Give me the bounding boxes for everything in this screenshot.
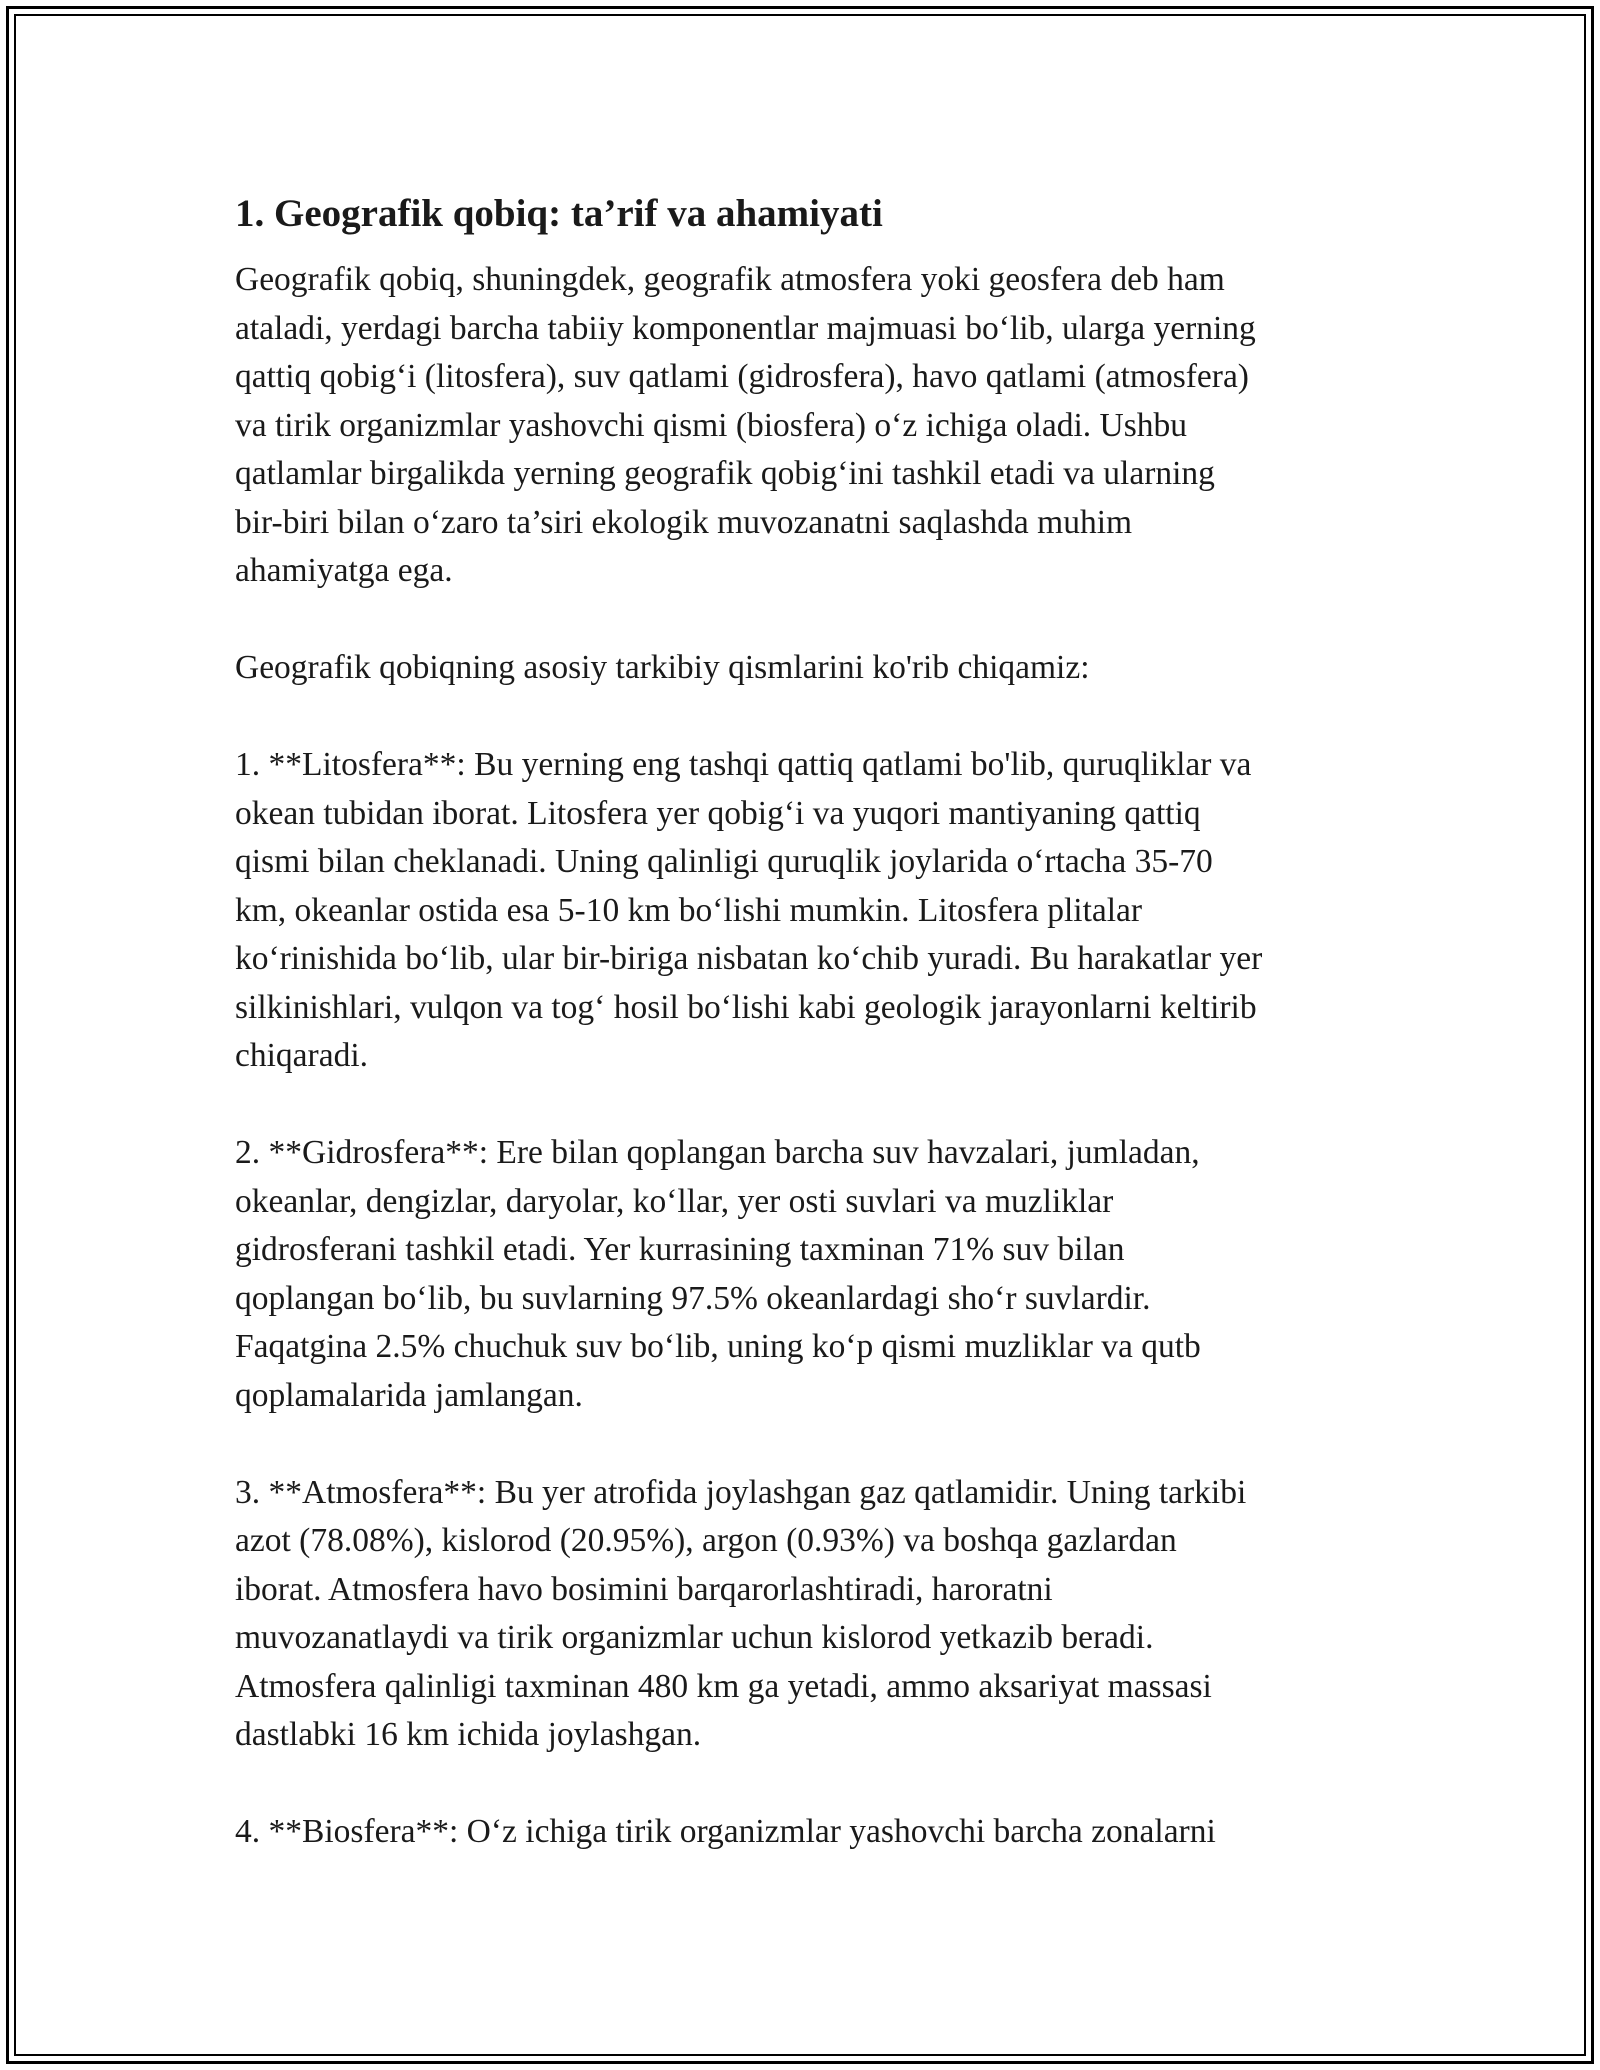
paragraph-atmosphere: 3. **Atmosfera**: Bu yer atrofida joylashgan gaz qatlamidir. Uning tarkibi azot (78.08%), kislorod (20.95%), argon (0.93%) va boshqa gazlardan iborat. Atmosfera havo bosimini barqarorlashtiradi, haroratni muvozanatlaydi va tirik organizmlar uchun kislorod yetkazib beradi. Atmosfera qalinligi taxminan 480 km ga yetadi, ammo aksariyat massasi dastlabki 16 km ichida joylashgan. — [235, 1473, 1247, 1753]
paragraph-hydrosphere: 2. **Gidrosfera**: Ere bilan qoplangan barcha suv havzalari, jumladan, okeanlar, dengizlar, daryolar, ko‘llar, yer osti suvlari va muzliklar gidrosferani tashkil etadi. Yer kurrasining taxminan 71% suv bilan qoplangan bo‘lib, bu suvlarning 97.5% okeanlardagi sho‘r suvlardir. Faqatgina 2.5% chuchuk suv bo‘lib, uning ko‘p qismi muzliklar va qutb qoplamalarida jamlangan. — [235, 1134, 1201, 1414]
paragraph-intro: Geografik qobiq, shuningdek, geografik atmosfera yoki geosfera deb ham ataladi, yerdagi barcha tabiiy komponentlar majmuasi bo‘lib, ularga yerning qattiq qobig‘i (litosfera), suv qatlami (gidrosfera), havo qatlami (atmosfera) va tirik organizmlar yashovchi qismi (biosfera) o‘z ichiga oladi. Ushbu qatlamlar birgalikda yerning geografik qobig‘ini tashkil etadi va ularning bir-biri bilan o‘zaro ta’siri ekologik muvozanatni saqlashda muhim ahamiyatga ega. — [235, 261, 1256, 589]
paragraph-biosphere: 4. **Biosfera**: O‘z ichiga tirik organizmlar yashovchi barcha zonalarni — [235, 1813, 1216, 1850]
paragraph-lithosphere: 1. **Litosfera**: Bu yerning eng tashqi qattiq qatlami bo'lib, quruqliklar va okean tubidan iborat. Litosfera yer qobig‘i va yuqori mantiyaning qattiq qismi bilan cheklanadi. Uning qalinligi quruqlik joylarida o‘rtacha 35-70 km, okeanlar ostida esa 5-10 km bo‘lishi mumkin. Litosfera plitalar ko‘rinishida bo‘lib, ular bir-biriga nisbatan ko‘chib yuradi. Bu harakatlar yer silkinishlari, vulqon va tog‘ hosil bo‘lishi kabi geologik jarayonlarni keltirib chiqaradi. — [235, 746, 1263, 1074]
paragraph-components-intro: Geografik qobiqning asosiy tarkibiy qismlarini ko'rib chiqamiz: — [235, 649, 1090, 686]
section-heading: 1. Geografik qobiq: ta’rif va ahamiyati — [235, 192, 883, 235]
document-body — [235, 184, 1365, 1905]
